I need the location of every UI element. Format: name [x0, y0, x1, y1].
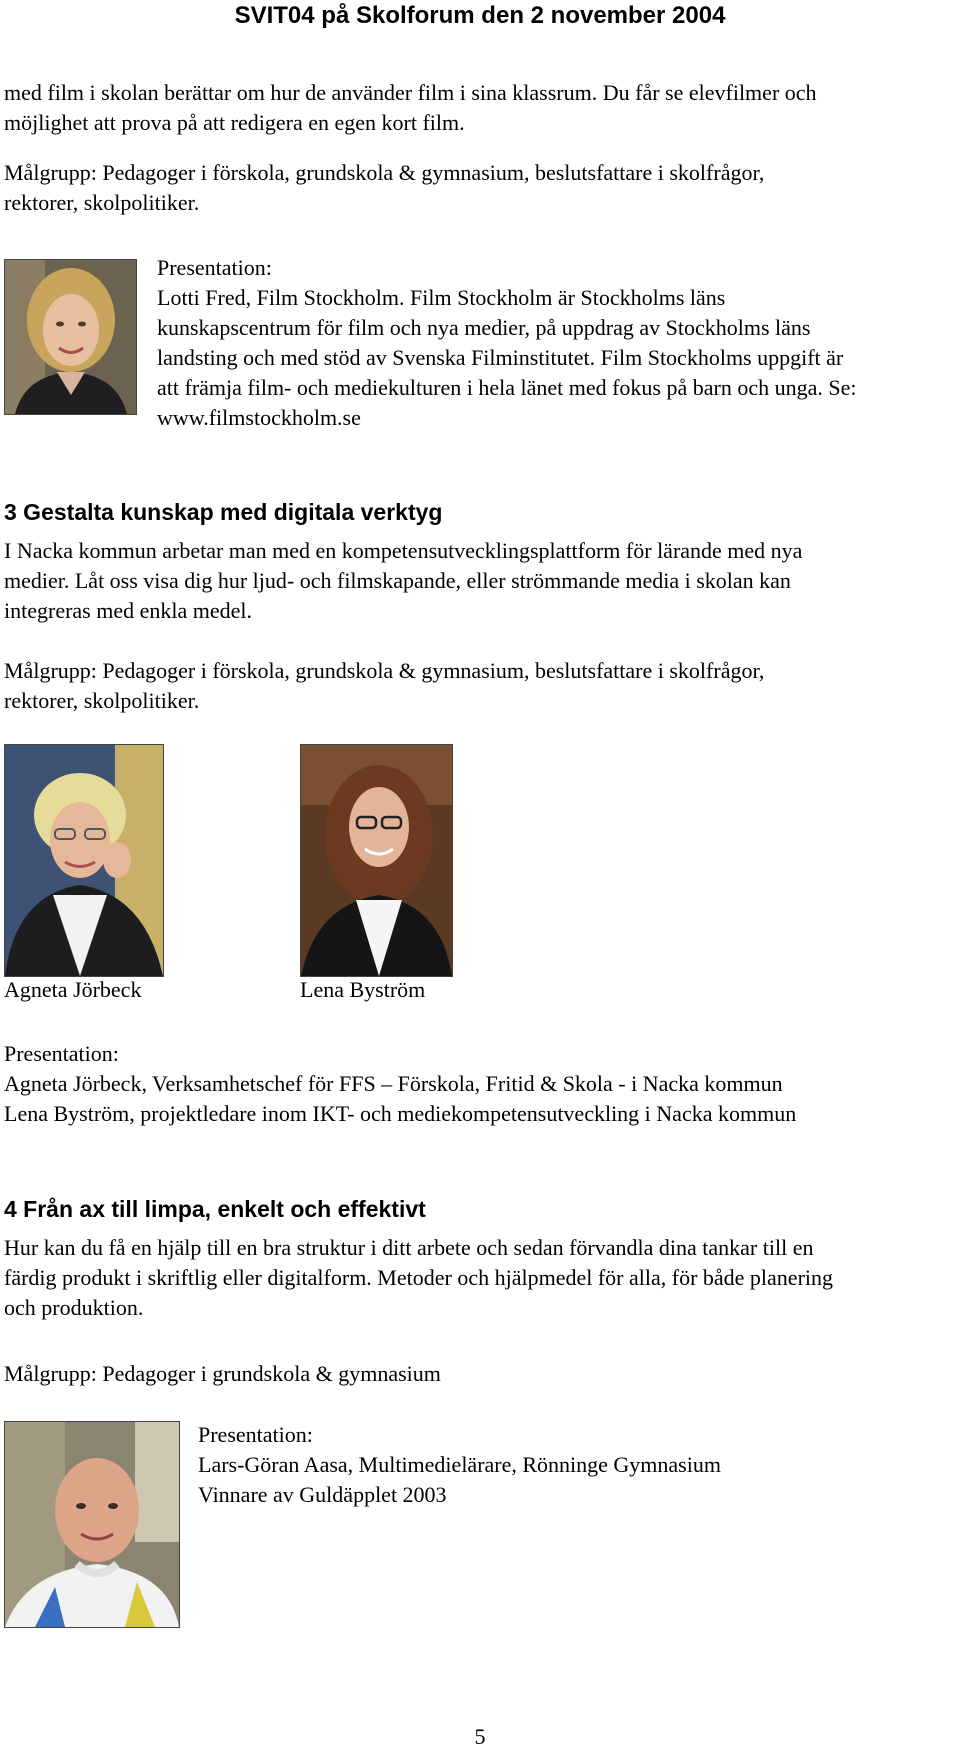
- presenter1-line: att främja film- och mediekulturen i hela länet med fokus på barn och unga. Se:: [157, 375, 857, 400]
- portrait-lotti-fred: [4, 259, 137, 415]
- section3-presentation: [4, 1039, 796, 1129]
- portrait-agneta-jorbeck: [4, 744, 164, 977]
- target-line: rektorer, skolpolitiker.: [4, 688, 200, 713]
- target-line: Målgrupp: Pedagoger i förskola, grundskola & gymnasium, beslutsfattare i skolfrågor,: [4, 658, 765, 683]
- page-header: SVIT04 på Skolforum den 2 november 2004: [234, 2, 726, 29]
- section4-presenter-line: Lars-Göran Aasa, Multimedielärare, Rönninge Gymnasium: [198, 1452, 721, 1477]
- section3-presenter-line: Agneta Jörbeck, Verksamhetschef för FFS – Förskola, Fritid & Skola - i Nacka kommun: [4, 1071, 783, 1096]
- portrait-lars-goran-aasa-image: [5, 1422, 179, 1627]
- portrait-agneta-jorbeck-image: [5, 745, 163, 976]
- presenter1-line: kunskapscentrum för film och nya medier, på uppdrag av Stockholms läns: [157, 315, 811, 340]
- presenter1-line: Lotti Fred, Film Stockholm. Film Stockholm är Stockholms läns: [157, 285, 726, 310]
- section4-line: färdig produkt i skriftlig eller digitalform. Metoder och hjälpmedel för alla, för både planering: [4, 1265, 834, 1290]
- section3-line: integreras med enkla medel.: [4, 598, 253, 623]
- section3-heading: 3 Gestalta kunskap med digitala verktyg: [4, 499, 443, 525]
- presenter1-block: [157, 253, 857, 433]
- caption-lena: Lena Byström: [300, 977, 426, 1002]
- presenter1-line: landsting och med stöd av Svenska Filminstitutet. Film Stockholms uppgift är: [157, 345, 844, 370]
- caption-agneta: Agneta Jörbeck: [4, 977, 142, 1002]
- section3-presenter-line: Lena Byström, projektledare inom IKT- och mediekompetensutveckling i Nacka kommun: [4, 1101, 797, 1126]
- portrait-lotti-fred-image: [5, 260, 136, 414]
- section4-target-group: Målgrupp: Pedagoger i grundskola & gymnasium: [4, 1361, 441, 1386]
- intro-target-group: [4, 158, 764, 218]
- intro-line: med film i skolan berättar om hur de använder film i sina klassrum. Du får se elevfilmer och: [4, 80, 817, 105]
- section4-line: och produktion.: [4, 1295, 144, 1320]
- section4-presentation: [198, 1420, 721, 1510]
- presenter1-link[interactable]: www.filmstockholm.se: [157, 405, 361, 430]
- section3-line: I Nacka kommun arbetar man med en kompetensutvecklingsplattform för lärande med nya: [4, 538, 803, 563]
- portrait-lena-bystrom-image: [301, 745, 452, 976]
- section4-heading: 4 Från ax till limpa, enkelt och effektivt: [4, 1196, 426, 1222]
- section3-target-group: [4, 656, 764, 716]
- section3-paragraph: [4, 536, 802, 626]
- target-line: rektorer, skolpolitiker.: [4, 190, 200, 215]
- portrait-lars-goran-aasa: [4, 1421, 180, 1628]
- target-line: Målgrupp: Pedagoger i förskola, grundskola & gymnasium, beslutsfattare i skolfrågor,: [4, 160, 765, 185]
- intro-paragraph: [4, 78, 817, 138]
- presentation-label: Presentation:: [198, 1422, 313, 1447]
- section4-presenter-line: Vinnare av Guldäpplet 2003: [198, 1482, 447, 1507]
- section4-line: Hur kan du få en hjälp till en bra struktur i ditt arbete och sedan förvandla dina tankar till en: [4, 1235, 814, 1260]
- page-number: 5: [474, 1724, 486, 1749]
- portrait-lena-bystrom: [300, 744, 453, 977]
- section3-line: medier. Låt oss visa dig hur ljud- och filmskapande, eller strömmande media i skolan kan: [4, 568, 791, 593]
- presentation-label: Presentation:: [157, 255, 272, 280]
- intro-line: möjlighet att prova på att redigera en egen kort film.: [4, 110, 465, 135]
- presentation-label: Presentation:: [4, 1041, 119, 1066]
- section4-paragraph: [4, 1233, 833, 1323]
